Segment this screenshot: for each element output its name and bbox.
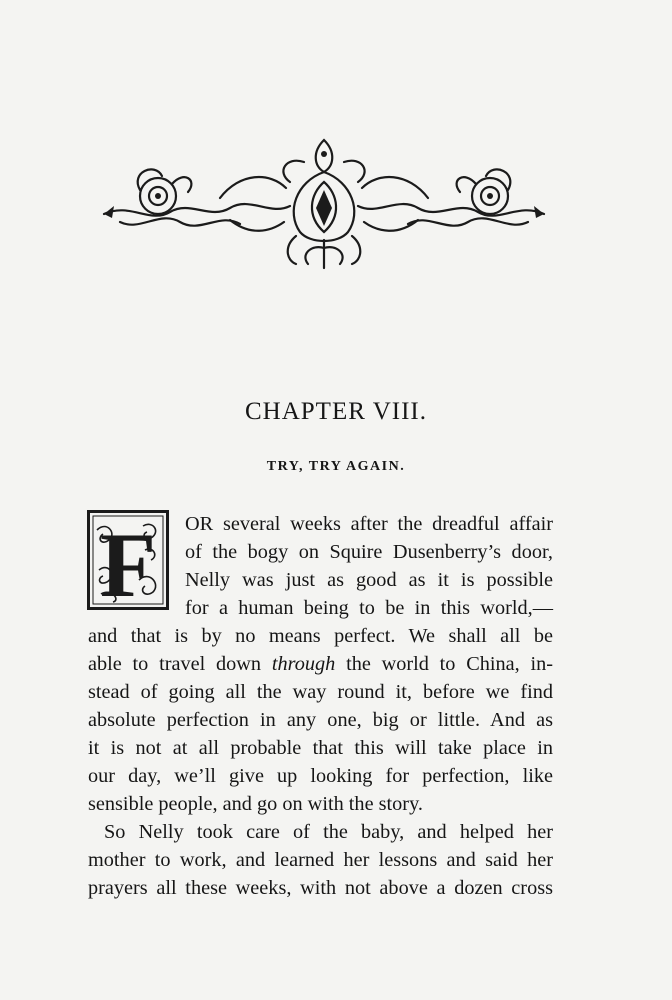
text-run: the world to China, in-	[335, 653, 554, 675]
text-line: for a human being to be in this world,—	[185, 597, 553, 619]
drop-cap-letter: F	[99, 514, 157, 610]
text-line: our day, we’ll give up looking for perfection, like	[88, 765, 553, 787]
text-line: it is not at all probable that this will take place in	[88, 737, 553, 759]
italic-emphasis: through	[271, 653, 336, 675]
text-line: OR several weeks after the dreadful affair	[185, 513, 553, 535]
text-line: mother to work, and learned her lessons and said her	[88, 849, 553, 871]
drop-cap-frame	[87, 510, 169, 610]
ornamental-headpiece	[100, 132, 548, 274]
chapter-title: CHAPTER VIII.	[245, 398, 427, 425]
text-line: sensible people, and go on with the story.	[88, 793, 423, 815]
chapter-subtitle: TRY, TRY AGAIN.	[266, 459, 406, 474]
text-run: able to travel down	[88, 653, 272, 675]
text-line: Nelly was just as good as it is possible	[185, 569, 553, 591]
text-line: stead of going all the way round it, before we find	[88, 681, 553, 703]
text-line	[88, 650, 553, 678]
drop-cap	[87, 510, 169, 610]
text-line: and that is by no means perfect. We shall all be	[88, 625, 553, 647]
text-line: of the bogy on Squire Dusenberry’s door,	[185, 541, 553, 563]
text-line: So Nelly took care of the baby, and helped her	[104, 821, 553, 843]
text-line: prayers all these weeks, with not above a dozen cross	[88, 877, 553, 899]
text-line: absolute perfection in any one, big or little. And as	[88, 709, 553, 731]
